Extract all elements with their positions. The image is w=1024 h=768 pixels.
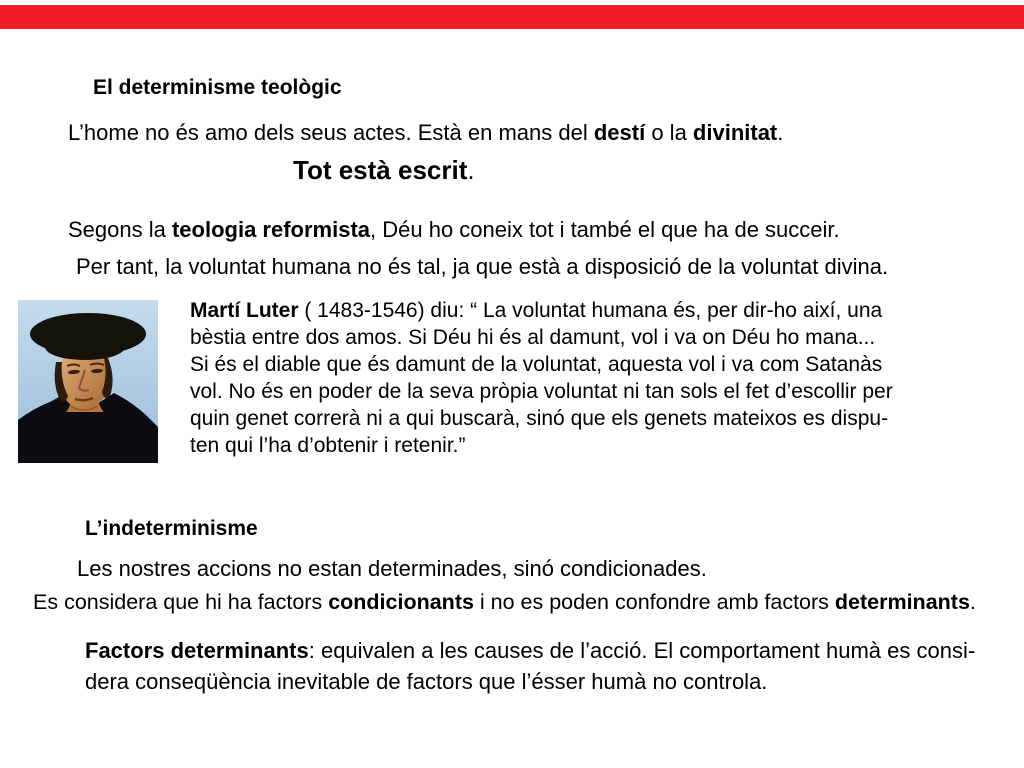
quote-line: bèstia entre dos amos. Si Déu hi és al damunt, vol i va on Déu ho mana... — [190, 326, 876, 349]
factors-line: Factors determinants: equivalen a les causes de l’acció. El comportament humà es consi- — [85, 638, 976, 663]
factors-line: dera conseqüència inevitable de factors que l’ésser humà no controla. — [85, 669, 768, 694]
page-title: El determinisme teològic — [93, 76, 342, 99]
quote-line: Si és el diable que és damunt de la voluntat, aquesta vol i va com Satanàs — [190, 353, 883, 376]
consequence-paragraph: Per tant, la voluntat humana no és tal, ja que està a disposició de la voluntat divina. — [76, 254, 889, 279]
accent-bar — [0, 5, 1024, 29]
quote-line: vol. No és en poder de la seva pròpia voluntat ni tan sols el fet d’escollir per — [190, 380, 893, 403]
intro-paragraph: L’home no és amo dels seus actes. Està en mans del destí o la divinitat. — [68, 120, 784, 145]
indeterminisme-heading: L’indeterminisme — [85, 517, 258, 540]
luther-quote — [190, 297, 893, 459]
quote-line: quin genet correrà ni a qui buscarà, sinó que els genets mateixos es dispu- — [190, 407, 889, 430]
factors-compare-paragraph: Es considera que hi ha factors condicionants i no es poden confondre amb factors determinants. — [33, 590, 976, 614]
conditioned-paragraph: Les nostres accions no estan determinades, sinó condicionades. — [77, 556, 707, 581]
tagline: Tot està escrit. — [293, 155, 475, 185]
quote-line: Martí Luter ( 1483-1546) diu: “ La voluntat humana és, per dir-ho així, una — [190, 299, 883, 322]
quote-line: ten qui l’ha d’obtenir i retenir.” — [190, 434, 466, 457]
beret-band — [45, 334, 125, 360]
factors-paragraph — [85, 635, 975, 697]
reform-paragraph: Segons la teologia reformista, Déu ho coneix tot i també el que ha de succeir. — [68, 217, 840, 242]
luther-portrait — [18, 300, 158, 463]
